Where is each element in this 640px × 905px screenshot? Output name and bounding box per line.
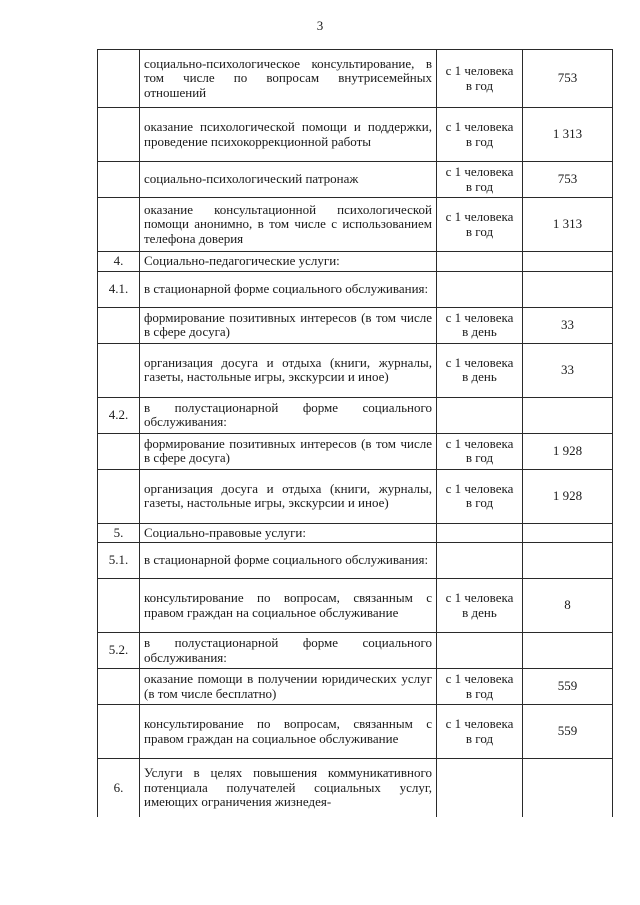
page-number: 3: [316, 18, 324, 33]
unit-cell: [437, 543, 523, 579]
table-row: [98, 198, 613, 252]
service-name-cell: оказание психологической помощи и поддержки, проведение психокоррекционной работы: [140, 108, 437, 162]
table-row: [98, 50, 613, 108]
row-number-cell: 4.2.: [98, 397, 140, 433]
service-name-cell: Услуги в целях повышения коммуникативного потенциала получателей социальных услуг, имеющих ограничения жизнедея-: [140, 759, 437, 817]
row-number-cell: 6.: [98, 759, 140, 817]
service-name-cell: формирование позитивных интересов (в том числе в сфере досуга): [140, 307, 437, 343]
row-number-cell: 5.: [98, 523, 140, 543]
tariff-value-cell: [523, 523, 613, 543]
service-name-cell: формирование позитивных интересов (в том числе в сфере досуга): [140, 433, 437, 469]
service-name-cell: оказание консультационной психологической помощи анонимно, в том числе с использованием телефона доверия: [140, 198, 437, 252]
table-row: [98, 252, 613, 272]
table-row: [98, 633, 613, 669]
service-name-cell: консультирование по вопросам, связанным с правом граждан на социальное обслуживание: [140, 705, 437, 759]
table-row: [98, 433, 613, 469]
tariff-value-cell: 753: [523, 50, 613, 108]
table-row: [98, 579, 613, 633]
tariff-value-cell: 753: [523, 162, 613, 198]
unit-cell: с 1 человека в год: [437, 198, 523, 252]
table-row: [98, 759, 613, 817]
row-number-cell: [98, 669, 140, 705]
service-name-cell: Социально-педагогические услуги:: [140, 252, 437, 272]
row-number-cell: [98, 108, 140, 162]
unit-cell: с 1 человека в год: [437, 108, 523, 162]
table-row: [98, 307, 613, 343]
table-row: [98, 108, 613, 162]
service-name-cell: в стационарной форме социального обслуживания:: [140, 271, 437, 307]
service-name-cell: организация досуга и отдыха (книги, журналы, газеты, настольные игры, экскурсии и иное): [140, 469, 437, 523]
row-number-cell: 5.1.: [98, 543, 140, 579]
row-number-cell: [98, 162, 140, 198]
row-number-cell: [98, 307, 140, 343]
services-tariff-table: [97, 49, 613, 817]
tariff-value-cell: 33: [523, 307, 613, 343]
tariff-value-cell: 33: [523, 343, 613, 397]
tariff-value-cell: [523, 759, 613, 817]
row-number-cell: 4.: [98, 252, 140, 272]
tariff-value-cell: [523, 633, 613, 669]
unit-cell: с 1 человека в год: [437, 433, 523, 469]
unit-cell: с 1 человека в год: [437, 50, 523, 108]
service-name-cell: социально-психологический патронаж: [140, 162, 437, 198]
unit-cell: с 1 человека в год: [437, 162, 523, 198]
tariff-value-cell: [523, 543, 613, 579]
table-row: [98, 343, 613, 397]
unit-cell: с 1 человека в год: [437, 705, 523, 759]
tariff-value-cell: 1 928: [523, 433, 613, 469]
table-row: [98, 669, 613, 705]
table-row: [98, 469, 613, 523]
tariff-value-cell: 8: [523, 579, 613, 633]
service-name-cell: социально-психологическое консультирование, в том числе по вопросам внутрисемейных отношений: [140, 50, 437, 108]
tariff-value-cell: 1 313: [523, 198, 613, 252]
table-row: [98, 543, 613, 579]
service-name-cell: в полустационарной форме социального обслуживания:: [140, 397, 437, 433]
unit-cell: с 1 человека в день: [437, 307, 523, 343]
unit-cell: [437, 252, 523, 272]
unit-cell: [437, 397, 523, 433]
row-number-cell: [98, 50, 140, 108]
unit-cell: с 1 человека в год: [437, 469, 523, 523]
row-number-cell: [98, 198, 140, 252]
unit-cell: с 1 человека в год: [437, 669, 523, 705]
tariff-value-cell: 559: [523, 669, 613, 705]
table-row: [98, 162, 613, 198]
tariff-value-cell: 1 313: [523, 108, 613, 162]
services-table-body: [98, 50, 613, 817]
row-number-cell: [98, 705, 140, 759]
tariff-value-cell: [523, 252, 613, 272]
tariff-value-cell: [523, 271, 613, 307]
row-number-cell: 5.2.: [98, 633, 140, 669]
service-name-cell: организация досуга и отдыха (книги, журналы, газеты, настольные игры, экскурсии и иное): [140, 343, 437, 397]
row-number-cell: [98, 579, 140, 633]
table-row: [98, 705, 613, 759]
service-name-cell: оказание помощи в получении юридических услуг (в том числе бесплатно): [140, 669, 437, 705]
table-row: [98, 397, 613, 433]
unit-cell: с 1 человека в день: [437, 579, 523, 633]
row-number-cell: 4.1.: [98, 271, 140, 307]
row-number-cell: [98, 343, 140, 397]
service-name-cell: консультирование по вопросам, связанным с правом граждан на социальное обслуживание: [140, 579, 437, 633]
table-row: [98, 523, 613, 543]
service-name-cell: Социально-правовые услуги:: [140, 523, 437, 543]
tariff-value-cell: 559: [523, 705, 613, 759]
table-row: [98, 271, 613, 307]
tariff-value-cell: 1 928: [523, 469, 613, 523]
unit-cell: [437, 271, 523, 307]
tariff-value-cell: [523, 397, 613, 433]
unit-cell: [437, 759, 523, 817]
row-number-cell: [98, 469, 140, 523]
row-number-cell: [98, 433, 140, 469]
unit-cell: [437, 633, 523, 669]
unit-cell: [437, 523, 523, 543]
service-name-cell: в стационарной форме социального обслуживания:: [140, 543, 437, 579]
unit-cell: с 1 человека в день: [437, 343, 523, 397]
service-name-cell: в полустационарной форме социального обслуживания:: [140, 633, 437, 669]
